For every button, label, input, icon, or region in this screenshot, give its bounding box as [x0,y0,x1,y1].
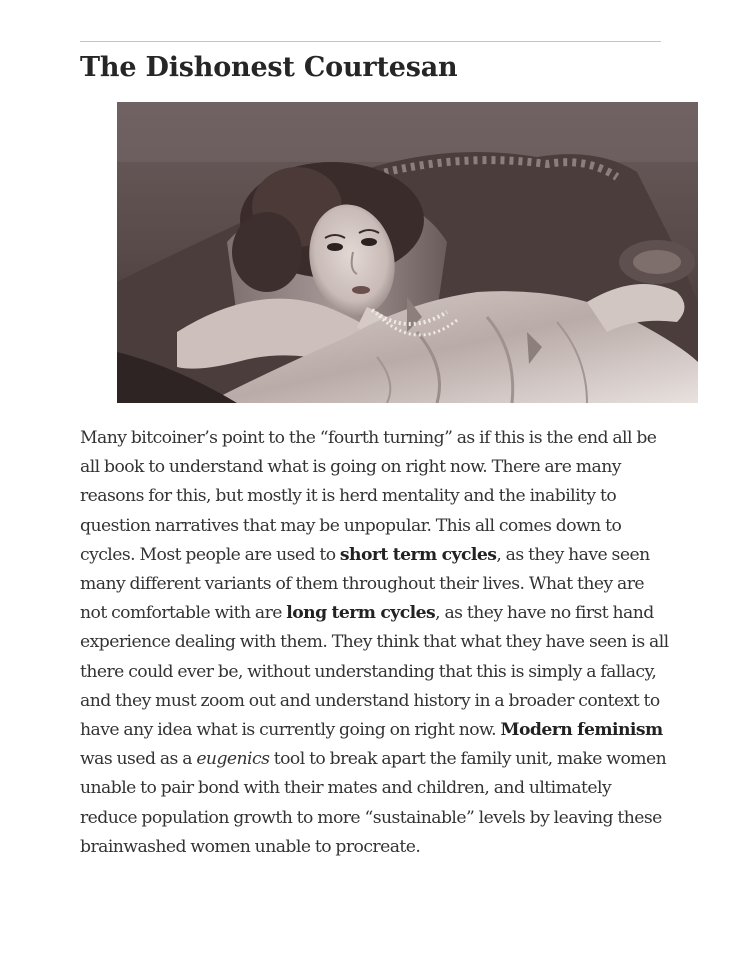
body-text-3: , as they have no first hand experience dealing with them. They think that what they have seen is all there could ever be, without understanding that this is simply a fallacy, and they must zoom out and understand history in a broader context to have any idea what is currently going on right now. [80,603,669,741]
article-title: The Dishonest Courtesan [80,52,458,83]
article-body [80,424,670,862]
body-text-1: Many bitcoiner’s point to the “fourth turning” as if this is the end all be all book to understand what is going on right now. There are many reasons for this, but mostly it is herd mentality and the inability to question narratives that may be unpopular. This all comes down to cycles. Most people are used to [80,428,657,565]
italic-eugenics: eugenics [196,749,270,770]
article-photo [117,102,698,403]
top-divider [80,41,661,42]
body-text-4: was used as a [80,749,197,770]
bold-long-term-cycles: long term cycles [286,603,436,624]
body-text-2: , as they have seen many different variants of them throughout their lives. What they are not comfortable with are [80,544,650,624]
bold-modern-feminism: Modern feminism [500,720,663,741]
body-text-5: tool to break apart the family unit, make women unable to pair bond with their mates and children, and ultimately reduce population growth to more “sustainable” levels by leaving these brainwashed women unable to procreate. [80,749,667,857]
bold-short-term-cycles: short term cycles [339,544,497,565]
woman-reclining-portrait-icon [117,102,698,403]
